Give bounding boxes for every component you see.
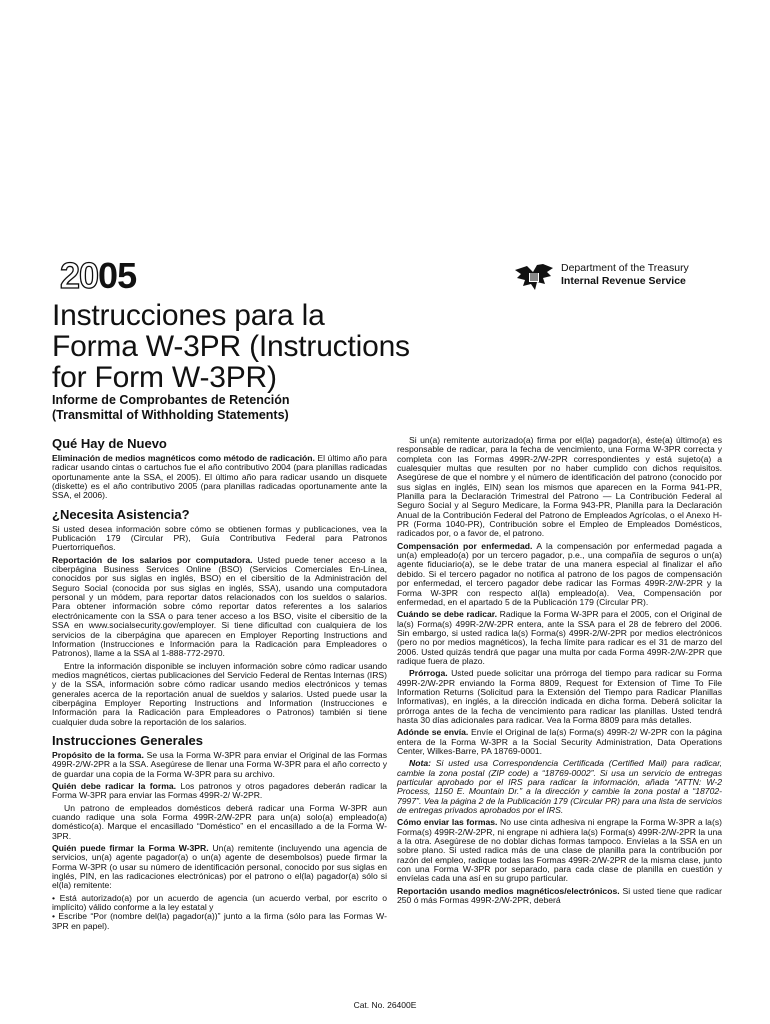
paragraph-shipping: Cómo enviar las formas. No use cinta adhesiva ni engrape la Forma W-3PR a la(s) Forma(s) 499R-2/W-2PR, ni engrape ni adhiera la(s) Forma(s) 499R-2/W-2PR la una a la otra. Asegúrese de no doblar dichas formas tampoco. Envíelas a la SSA en un sobre plano. Si usted radica más de una clase de planilla para la contribución por razón del empleo, radique todas las Formas 499R-2/W-2PR de la misma clase, junto con una Forma W-3PR por separado, para cada clase de planilla en cuestión y envíelas cada una así en su grupo particular. [397,817,722,884]
paragraph-who-must-file: Quién debe radicar la forma. Los patronos y otros pagadores deberán radicar la Forma W-3PR para enviar las Formas 499R-2/ W-2PR. [52,780,387,801]
paragraph-household: Un patrono de empleados domésticos deberá radicar una Forma W-3PR aun cuando radique una sola Forma 499R-2/W-2PR para un(a) solo(a) empleado(a) doméstico(a). Marque el encasillado “Doméstico” en el encasillado a de la Forma W-3PR. [52,802,387,841]
agency-irs: Internal Revenue Service [561,275,686,287]
left-column [52,436,387,934]
heading-help: ¿Necesita Asistencia? [52,506,190,522]
paragraph-wage-reporting: Reportación de los salarios por computadora. Usted puede tener acceso a la ciberpágina Business Services Online (BSO) (Servicios Comerciales En-Línea, conocidos por sus siglas en inglés, BSO) en el cibersitio de la Administración del Seguro Social (conocida por sus siglas en inglés, SSA), usando una computadora personal y un módem, para reportar datos relacionados con los sueldos o salarios. Para obtener información sobre cómo reportar datos referentes a los salarios electrónicamente con la SSA o para tener acceso a los BSO, visite el cibersitio de la SSA en www.socialsecurity.gov/employer. Si tiene dificultad con cualquiera de los servicios de la ciberpágina que aparecen en Employer Reporting Instructions and Information (Instrucciones e Información para la Radicación para Empleadores o Patronos), llame a la SSA al 1-888-772-2970. [52,554,387,659]
paragraph-sick-pay: Compensación por enfermedad. A la compensación por enfermedad pagada a un(a) empleado(a) por un tercero pagador, p.e., una compañía de seguros o un(a) agente fiduciario(a), se le debe tratar de una manera especial al finalizar el año debido. Si el tercero pagador no notifica al patrono de los pagos de compensación por enfermedad, el tercero pagador debe radicar las Formas 499R-2/W-2PR y la Forma W-3PR con respecto al(la) empleado(a). Vea, Compensación por enfermedad, en el apartado 5 de la Publicación 179 (Circular PR). [397,540,723,607]
tax-year: 2005 [60,255,137,296]
paragraph-where-to-file: Adónde se envía. Envíe el Original de la(s) Forma(s) 499R-2/ W-2PR con la página entera de la Forma W-3PR a la Social Security Administration, Data Operations Center, Wilkes-Barre, PA 18769-0001. [397,727,722,756]
paragraph-info-available: Entre la información disponible se incluyen información sobre cómo radicar usando medios magnéticos, ciertas publicaciones del Servicio Federal de Rentas Internas (IRS) y de la SSA, información sobre cómo radicar usando medios electrónicos y temas generales acerca de la reportación anual de sueldos y salarios. Usted puede usar la ciberpágina Employer Reporting Instructions and Information (Instrucciones e Información para la Radicación para Empleadores o Patronos) también si tiene cualquier duda sobre la reportación de los salarios. [52,660,387,727]
irs-eagle-logo-icon [513,262,555,292]
page-title: Instrucciones para la Forma W-3PR (Instructions for Form W-3PR) [52,299,410,394]
right-column [397,436,722,909]
agency-department: Department of the Treasury [561,262,689,274]
heading-whats-new: Qué Hay de Nuevo [52,436,167,451]
catalog-number: Cat. No. 26400E [353,1000,417,1010]
paragraph-agent-responsibility: Si un(a) remitente autorizado(a) firma por el(la) pagador(a), éste(a) último(a) es responsable de radicar, para la fecha de vencimiento, una Forma W-3PR correcta y completa con las Formas 499R-2/W-2PR correspondientes y está sujeto(a) a cualesquier multas que resulten por no haber cumplido con dichos requisitos. Asegúrese de que el nombre y el número de identificación del patrono (conocido por sus siglas en inglés, EIN) sean los mismos que aparecen en la Forma 941-PR, Planilla para la Declaración Trimestral del Patrono — La Contribución Federal al Seguro Social y al Seguro Medicare, la Forma 943-PR, Planilla para la Declaración Anual de la Contribución Federal del Patrono de Empleados Agrícolas, o el Anexo H-PR (Forma 1040-PR), Contribución sobre el Empleo de Empleados Domésticos, radicados por, o a favor de, el patrono. [397,435,722,539]
paragraph-magnetic: Eliminación de medios magnéticos como método de radicación. El último año para radicar usando cintas o cartuchos fue el año contributivo 2004 (para planillas radicadas oportunamente ante la SSA, el 2005). El último año para radicar usando un disquete (diskette) es el año contributivo 2005 (para planillas radicadas oportunamente ante la SSA, el 2006). [52,453,388,501]
agency-block [513,262,689,292]
paragraph-who-may-sign: Quién puede firmar la Forma W-3PR. Un(a) remitente (incluyendo una agencia de servicios, un(a) agente pagador(a) o un(a) agente de desembolsos) puede firmar la Forma W-3PR (o usar su número de identificación personal, conocido por sus siglas en inglés, PIN, en las radicaciones electrónicas) por el patrono o el(la) pagador(a) sólo si el(la) remitente: [52,843,388,891]
paragraph-extension: Prórroga. Usted puede solicitar una prórroga del tiempo para radicar su Forma 499R-2/W-2PR enviando la Forma 8809, Request for Extension of Time To File Information Returns (Solicitud para la Extensión del Tiempo para Radicar Planillas Informativas), en inglés, a la dirección indicada en dicha forma. Deberá solicitar la prórroga antes de la fecha de vencimiento para radicar las planillas. Usted tendrá hasta 30 días adicionales para radicar. Vea la Forma 8809 para más detalles. [397,668,722,725]
paragraph-forms: Si usted desea información sobre cómo se obtienen formas y publicaciones, vea la Publicación 179 (Circular PR), Guía Contributiva Federal para Patronos Puertorriqueños. [52,523,387,553]
heading-general-instructions: Instrucciones Generales [52,732,204,748]
paragraph-electronic-reporting: Reportación usando medios magnéticos/electrónicos. Si usted tiene que radicar 250 ó más Formas 499R-2/W-2PR, deberá [397,885,722,906]
paragraph-when-to-file: Cuándo se debe radicar. Radique la Forma W-3PR para el 2005, con el Original de la(s) Forma(s) 499R-2/W-2PR entera, ante la SSA para el 28 de febrero del 2006. Sin embargo, si usted radica la(s) Forma(s) 499R-2/W-2PR por medios electrónicos (pero no por medios magnéticos), la fecha límite para radicar es el 31 de marzo del 2006. Usted quizás tendrá que pagar una multa por cada Forma 499R-2/W-2PR que radique fuera de plazo. [397,609,722,666]
paragraph-purpose: Propósito de la forma. Se usa la Forma W-3PR para enviar el Original de las Formas 499R-2/W-2PR a la SSA. Asegúrese de llenar una Forma W-3PR para el año correcto y de guardar una copia de la Forma W-3PR para su archivo. [52,749,387,779]
paragraph-note: Nota: Si usted usa Correspondencia Certificada (Certified Mail) para radicar, cambie la zona postal (ZIP code) a “18769-0002”. Si usa un servicio de entregas particular aprobado por el IRS para radicar la información, añada “ATTN: W-2 Process, 1150 E. Mountain Dr.” a la dirección y cambie la zona postal a “18702-7997”. Vea la página 2 de la Publicación 179 (Circular PR) para una lista de servicios de entregas privados aprobados por el IRS. [397,758,722,816]
bullet-writes-for: • Escribe “Por (nombre del(la) pagador(a))” junto a la firma (sólo para las Formas W-3PR en papel). [52,911,387,931]
bullet-authorized: • Está autorizado(a) por un acuerdo de agencia (un acuerdo verbal, por escrito o implícito) válido conforme a la ley estatal y [52,892,387,913]
page-subtitle: Informe de Comprobantes de Retención (Transmittal of Withholding Statements) [52,393,290,422]
